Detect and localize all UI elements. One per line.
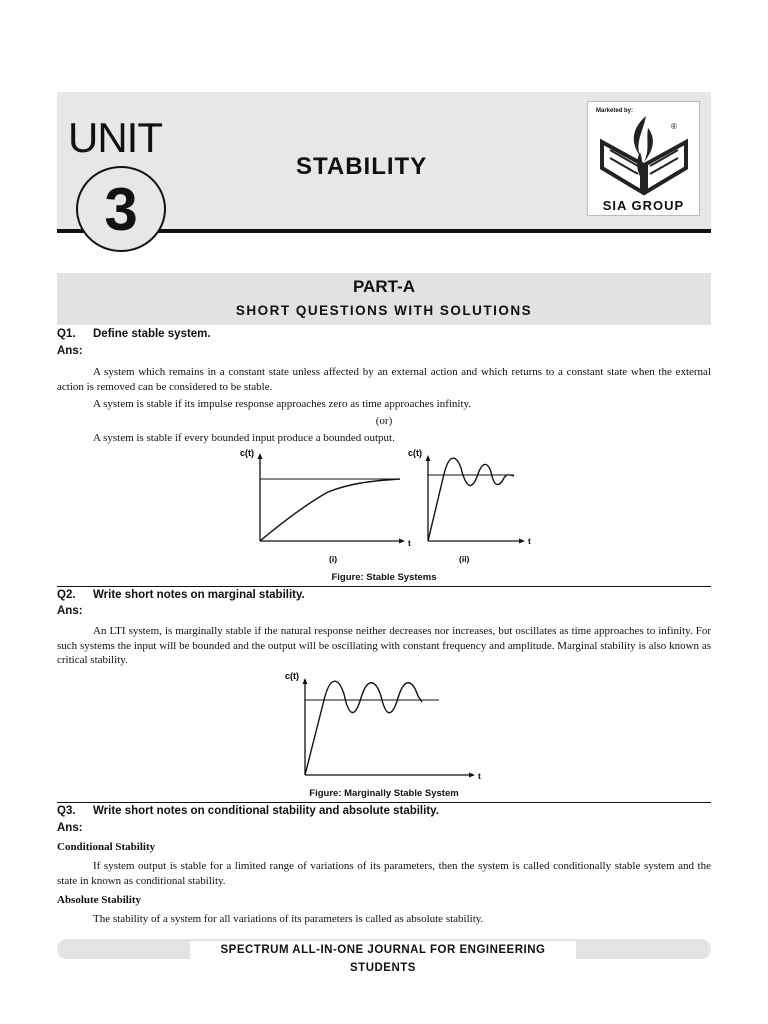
book-flame-icon xyxy=(588,102,699,202)
part-heading-band xyxy=(57,273,711,325)
stable-systems-figure xyxy=(228,444,538,572)
q3-question xyxy=(57,805,711,817)
fig1-y-arrow-right xyxy=(426,455,431,461)
q3-ans-label: Ans: xyxy=(57,822,83,834)
q1-ans-label: Ans: xyxy=(57,345,83,357)
fig1-response-curve-right xyxy=(428,458,514,541)
fig1-caption: Figure: Stable Systems xyxy=(331,572,437,583)
fig1-panel-label-ii: (ii) xyxy=(459,554,470,564)
fig1-response-curve-left xyxy=(260,479,400,541)
logo-brand-name: SIA GROUP xyxy=(602,198,685,213)
fig2-y-label: c(t) xyxy=(285,671,299,681)
unit-label: UNIT xyxy=(68,114,162,161)
q1-question xyxy=(57,328,711,340)
q3-number: Q3. xyxy=(57,805,76,817)
logo-marketed-by: Marketed by: xyxy=(596,108,634,114)
q2-text: Write short notes on marginal stability. xyxy=(93,589,305,601)
chapter-title: STABILITY xyxy=(296,153,428,180)
fig1-y-label-right: c(t) xyxy=(408,448,422,458)
q1-paragraph-1: A system which remains in a constant state unless affected by an external action and which returns to a constant state when the external action is removed can be considered to be stable. xyxy=(57,366,711,393)
fig2-oscillation-curve xyxy=(305,681,422,775)
fig1-x-label-right: t xyxy=(528,536,531,546)
q3-top-rule xyxy=(57,802,711,803)
part-title: PART-A xyxy=(352,277,415,296)
part-subtitle: SHORT QUESTIONS WITH SOLUTIONS xyxy=(235,303,533,318)
fig1-x-arrow-left xyxy=(399,539,405,544)
fig1-y-arrow-left xyxy=(258,453,263,459)
marginally-stable-figure xyxy=(282,668,492,784)
fig1-panel-label-i: (i) xyxy=(329,554,338,564)
q1-paragraph-3: A system is stable if every bounded input produce a bounded output. xyxy=(93,432,395,444)
unit-number-badge: 3 xyxy=(76,166,166,252)
logo-registered-mark: ® xyxy=(671,122,677,131)
conditional-stability-heading: Conditional Stability xyxy=(57,841,156,853)
q2-question xyxy=(57,589,711,601)
fig1-x-label-left: t xyxy=(408,538,411,548)
q2-ans-label: Ans: xyxy=(57,605,83,617)
fig2-x-label: t xyxy=(478,771,481,781)
fig1-y-label-left: c(t) xyxy=(240,448,254,458)
fig1-x-arrow-right xyxy=(519,539,525,544)
q2-top-rule xyxy=(57,586,711,587)
q2-number: Q2. xyxy=(57,589,76,601)
q2-paragraph-1: An LTI system, is marginally stable if the natural response neither decreases nor increases, but oscillates as time approaches to infinity. For such systems the input will be bounded and the output will be oscillating with constant frequency and amplitude. Marginal stability is also known as critical stability. xyxy=(57,625,711,666)
conditional-stability-text: If system output is stable for a limited range of variations of its parameters, then the system is called conditionally stable system and the state in known as conditional stability. xyxy=(57,860,711,887)
publisher-logo xyxy=(587,101,700,216)
absolute-stability-text: The stability of a system for all variations of its parameters is called as absolute stability. xyxy=(93,913,484,925)
absolute-stability-heading: Absolute Stability xyxy=(57,894,142,906)
q1-number: Q1. xyxy=(57,328,76,340)
fig2-x-arrow xyxy=(469,773,475,778)
q1-text: Define stable system. xyxy=(93,328,211,340)
q1-paragraph-2: A system is stable if its impulse response approaches zero as time approaches infinity. xyxy=(93,398,472,410)
fig2-y-arrow xyxy=(303,678,308,684)
q3-text: Write short notes on conditional stability and absolute stability. xyxy=(93,805,439,817)
q1-or: (or) xyxy=(375,415,393,427)
fig2-caption: Figure: Marginally Stable System xyxy=(309,788,459,799)
footer-text: SPECTRUM ALL-IN-ONE JOURNAL FOR ENGINEERING STUDENTS xyxy=(190,941,576,959)
